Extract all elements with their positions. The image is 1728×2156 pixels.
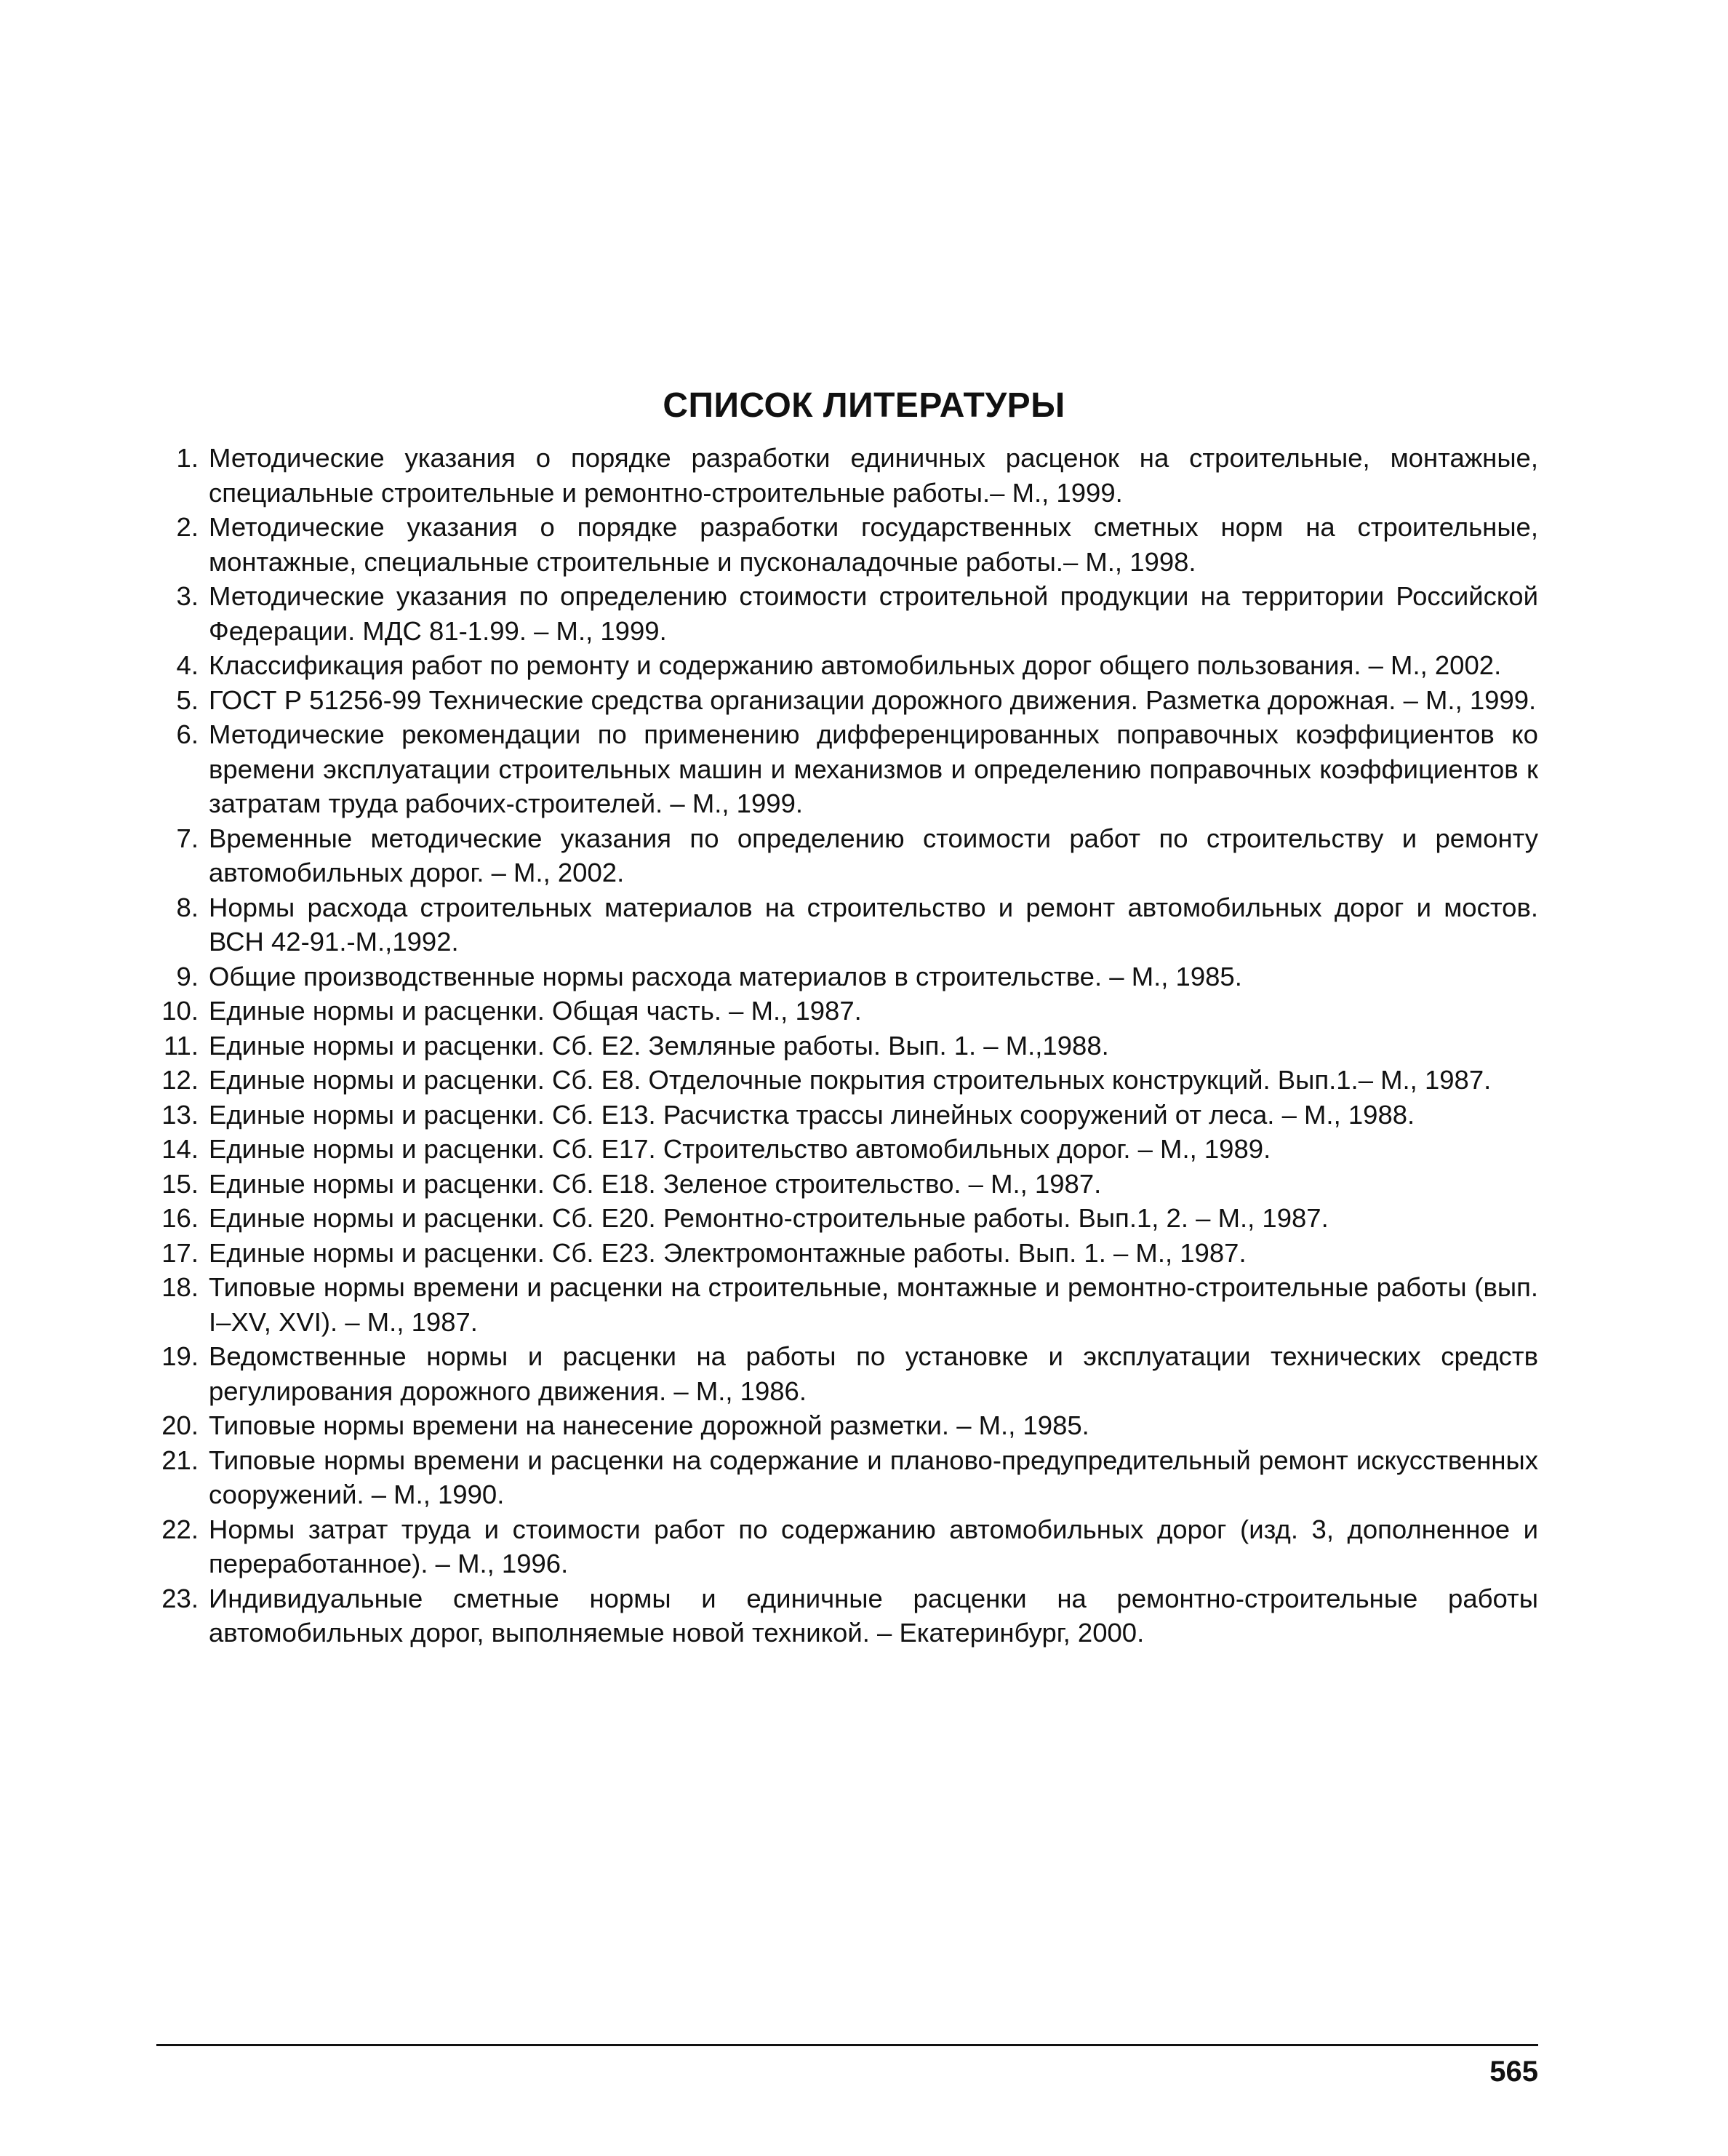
reference-number: 9. [176,961,199,991]
reference-number: 6. [176,719,199,749]
reference-number: 22. [161,1514,199,1544]
reference-item [156,890,1538,959]
reference-item [156,579,1538,648]
page-title: СПИСОК ЛИТЕРАТУРЫ [663,386,1065,425]
reference-text: Единые нормы и расценки. Сб. Е13. Расчистка трассы линейных сооружений от леса. – М., 1988. [209,1099,1415,1130]
reference-item [156,1098,1538,1133]
reference-text: Классификация работ по ремонту и содержанию автомобильных дорог общего пользования. – М., 2002. [209,650,1502,680]
reference-number: 10. [161,996,199,1026]
reference-text: Методические указания о порядке разработки единичных расценок на строительные, монтажные, специальные строительные и ремонтно-строительные работы.– М., 1999. [209,443,1538,508]
reference-text: Единые нормы и расценки. Сб. Е18. Зеленое строительство. – М., 1987. [209,1168,1102,1199]
reference-text: Методические указания о порядке разработки государственных сметных норм на строительные, монтажные, специальные строительные и пусконаладочные работы.– М., 1998. [209,512,1538,577]
reference-number: 7. [176,823,199,853]
reference-number: 8. [176,892,199,922]
reference-number: 2. [176,512,199,542]
reference-item [156,821,1538,890]
reference-text: Индивидуальные сметные нормы и единичные расценки на ремонтно-строительные работы автомобильных дорог, выполняемые новой техникой. – Екатеринбург, 2000. [209,1583,1538,1648]
reference-text: ГОСТ Р 51256-99 Технические средства организации дорожного движения. Разметка дорожная. – М., 1999. [209,684,1537,715]
reference-item [156,1236,1538,1271]
reference-number: 5. [176,684,199,715]
reference-number: 16. [161,1203,199,1233]
reference-number: 15. [161,1168,199,1199]
reference-item [156,1029,1538,1063]
reference-item [156,510,1538,579]
reference-item [156,959,1538,994]
reference-item [156,1443,1538,1512]
reference-number: 20. [161,1410,199,1440]
reference-item [156,1512,1538,1581]
reference-number: 23. [161,1583,199,1613]
reference-text: Временные методические указания по определению стоимости работ по строительству и ремонту автомобильных дорог. – М., 2002. [209,823,1538,887]
footer-rule [156,2044,1538,2046]
page-number: 565 [1489,2056,1538,2088]
reference-number: 21. [161,1445,199,1475]
reference-number: 11. [163,1030,199,1061]
reference-item [156,1063,1538,1098]
reference-item [156,441,1538,510]
reference-item [156,1167,1538,1202]
reference-item [156,994,1538,1029]
reference-text: Единые нормы и расценки. Сб. Е20. Ремонтно-строительные работы. Вып.1, 2. – М., 1987. [209,1203,1329,1233]
reference-number: 17. [161,1237,199,1268]
reference-text: Методические указания по определению стоимости строительной продукции на территории Российской Федерации. МДС 81-1.99. – М., 1999. [209,581,1538,646]
reference-text: Нормы затрат труда и стоимости работ по содержанию автомобильных дорог (изд. 3, дополненное и переработанное). – М., 1996. [209,1514,1538,1578]
reference-item [156,1132,1538,1167]
reference-item [156,1339,1538,1408]
reference-text: Нормы расхода строительных материалов на строительство и ремонт автомобильных дорог и мостов. ВСН 42-91.-М.,1992. [209,892,1538,957]
reference-text: Единые нормы и расценки. Сб. Е8. Отделочные покрытия строительных конструкций. Вып.1.– М., 1987. [209,1065,1492,1095]
reference-text: Ведомственные нормы и расценки на работы по установке и эксплуатации технических средств регулирования дорожного движения. – М., 1986. [209,1341,1538,1406]
reference-number: 19. [161,1341,199,1371]
reference-text: Единые нормы и расценки. Сб. Е2. Земляные работы. Вып. 1. – М.,1988. [209,1030,1109,1061]
reference-text: Типовые нормы времени и расценки на содержание и планово-предупредительный ремонт искусственных сооружений. – М., 1990. [209,1445,1538,1509]
reference-item [156,1270,1538,1339]
reference-text: Единые нормы и расценки. Сб. Е17. Строительство автомобильных дорог. – М., 1989. [209,1134,1271,1164]
reference-item [156,1408,1538,1443]
reference-number: 4. [176,650,199,680]
reference-number: 13. [161,1099,199,1130]
reference-number: 3. [176,581,199,611]
reference-number: 1. [176,443,199,473]
reference-text: Типовые нормы времени на нанесение дорожной разметки. – М., 1985. [209,1410,1089,1440]
reference-number: 18. [161,1272,199,1302]
reference-text: Единые нормы и расценки. Сб. Е23. Электромонтажные работы. Вып. 1. – М., 1987. [209,1237,1247,1268]
reference-text: Типовые нормы времени и расценки на строительные, монтажные и ремонтно-строительные работы (вып. I–XV, XVI). – М., 1987. [209,1272,1538,1337]
reference-item [156,1581,1538,1650]
reference-number: 12. [161,1065,199,1095]
reference-text: Единые нормы и расценки. Общая часть. – М., 1987. [209,996,862,1026]
reference-text: Общие производственные нормы расхода материалов в строительстве. – М., 1985. [209,961,1242,991]
reference-number: 14. [161,1134,199,1164]
reference-item [156,683,1538,718]
reference-item [156,1201,1538,1236]
reference-item [156,648,1538,683]
reference-text: Методические рекомендации по применению дифференцированных поправочных коэффициентов ко времени эксплуатации строительных машин и механизмов и определению поправочных коэффициентов к затратам труда рабочих-строителей. – М., 1999. [209,719,1538,818]
reference-list [156,441,1538,1650]
reference-item [156,717,1538,821]
